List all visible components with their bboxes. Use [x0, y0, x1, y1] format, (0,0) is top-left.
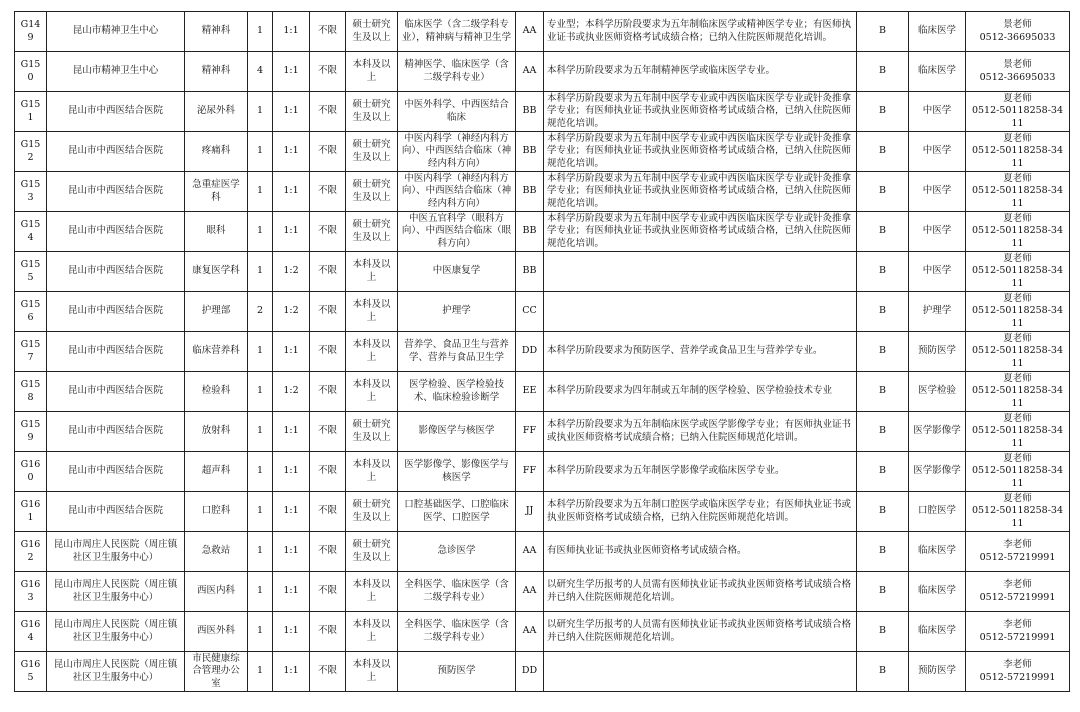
- category-code-cell: AA: [516, 572, 544, 612]
- table-row: [15, 612, 1070, 652]
- major-cell: 护理学: [398, 292, 516, 332]
- headcount-cell: 1: [248, 372, 273, 412]
- contact-phone: 0512-50118258-3411: [971, 345, 1064, 369]
- exam-ratio-cell: 1:2: [273, 252, 310, 292]
- department-cell: 临床营养科: [185, 332, 248, 372]
- table-row: [15, 52, 1070, 92]
- requirements-cell: 本科学历阶段要求为五年制口腔医学或临床医学专业；有医师执业证书或执业医师资格考试成绩合格，已纳入住院医师规范化培训。: [544, 492, 857, 532]
- age-limit-cell: 不限: [310, 572, 346, 612]
- contact-cell: [966, 52, 1070, 92]
- contact-cell: [966, 572, 1070, 612]
- employer-cell: 昆山市中西医结合医院: [47, 372, 185, 412]
- department-cell: 护理部: [185, 292, 248, 332]
- position-code-cell: G156: [15, 292, 47, 332]
- exam-ratio-cell: 1:2: [273, 372, 310, 412]
- exam-field-cell: 医学影像学: [909, 412, 966, 452]
- headcount-cell: 1: [248, 572, 273, 612]
- category-code-cell: BB: [516, 132, 544, 172]
- position-code-cell: G159: [15, 412, 47, 452]
- position-code-cell: G160: [15, 452, 47, 492]
- exam-ratio-cell: 1:1: [273, 612, 310, 652]
- contact-cell: [966, 372, 1070, 412]
- exam-field-cell: 中医学: [909, 252, 966, 292]
- education-cell: 硕士研究生及以上: [346, 412, 398, 452]
- employer-cell: 昆山市精神卫生中心: [47, 52, 185, 92]
- major-cell: 临床医学（含二级学科专业），精神病与精神卫生学: [398, 12, 516, 52]
- department-cell: 西医外科: [185, 612, 248, 652]
- requirements-cell: 专业型；本科学历阶段要求为五年制临床医学或精神医学专业；有医师执业证书或执业医师资格考试成绩合格；已纳入住院医师规范化培训。: [544, 12, 857, 52]
- position-code-cell: G157: [15, 332, 47, 372]
- table-row: [15, 452, 1070, 492]
- education-cell: 本科及以上: [346, 52, 398, 92]
- exam-ratio-cell: 1:1: [273, 12, 310, 52]
- education-cell: 硕士研究生及以上: [346, 172, 398, 212]
- position-code-cell: G165: [15, 652, 47, 692]
- contact-cell: [966, 132, 1070, 172]
- contact-name: 夏老师: [1003, 373, 1032, 385]
- major-cell: 中医外科学、中西医结合临床: [398, 92, 516, 132]
- age-limit-cell: 不限: [310, 412, 346, 452]
- contact-phone: 0512-50118258-3411: [971, 265, 1064, 289]
- table-row: [15, 652, 1070, 692]
- contact-cell: [966, 292, 1070, 332]
- contact-name: 景老师: [1003, 59, 1032, 71]
- headcount-cell: 1: [248, 452, 273, 492]
- age-limit-cell: 不限: [310, 492, 346, 532]
- contact-name: 夏老师: [1003, 133, 1032, 145]
- department-cell: 眼科: [185, 212, 248, 252]
- category-code-cell: BB: [516, 212, 544, 252]
- position-code-cell: G151: [15, 92, 47, 132]
- position-code-cell: G150: [15, 52, 47, 92]
- education-cell: 硕士研究生及以上: [346, 492, 398, 532]
- age-limit-cell: 不限: [310, 252, 346, 292]
- headcount-cell: 1: [248, 332, 273, 372]
- exam-ratio-cell: 1:1: [273, 452, 310, 492]
- contact-name: 李老师: [1003, 579, 1032, 591]
- table-row: [15, 492, 1070, 532]
- level-cell: B: [857, 572, 909, 612]
- exam-ratio-cell: 1:1: [273, 92, 310, 132]
- requirements-cell: [544, 292, 857, 332]
- position-code-cell: G155: [15, 252, 47, 292]
- exam-ratio-cell: 1:1: [273, 212, 310, 252]
- age-limit-cell: 不限: [310, 652, 346, 692]
- level-cell: B: [857, 92, 909, 132]
- contact-name: 李老师: [1003, 539, 1032, 551]
- level-cell: B: [857, 492, 909, 532]
- contact-name: 夏老师: [1003, 333, 1032, 345]
- requirements-cell: 以研究生学历报考的人员需有医师执业证书或执业医师资格考试成绩合格并已纳入住院医师规范化培训。: [544, 572, 857, 612]
- level-cell: B: [857, 372, 909, 412]
- education-cell: 本科及以上: [346, 652, 398, 692]
- table-row: [15, 332, 1070, 372]
- headcount-cell: 1: [248, 12, 273, 52]
- department-cell: 西医内科: [185, 572, 248, 612]
- headcount-cell: 1: [248, 252, 273, 292]
- contact-phone: 0512-36695033: [979, 31, 1056, 43]
- requirements-cell: 本科学历阶段要求为预防医学、营养学或食品卫生与营养学专业。: [544, 332, 857, 372]
- contact-name: 夏老师: [1003, 253, 1032, 265]
- position-code-cell: G152: [15, 132, 47, 172]
- employer-cell: 昆山市中西医结合医院: [47, 212, 185, 252]
- position-code-cell: G164: [15, 612, 47, 652]
- headcount-cell: 4: [248, 52, 273, 92]
- headcount-cell: 1: [248, 612, 273, 652]
- table-row: [15, 92, 1070, 132]
- requirements-cell: 本科学历阶段要求为五年制中医学专业或中西医临床医学专业或针灸推拿学专业；有医师执业证书或执业医师资格考试成绩合格，已纳入住院医师规范化培训。: [544, 92, 857, 132]
- category-code-cell: FF: [516, 452, 544, 492]
- exam-field-cell: 医学影像学: [909, 452, 966, 492]
- category-code-cell: AA: [516, 52, 544, 92]
- exam-ratio-cell: 1:1: [273, 652, 310, 692]
- position-code-cell: G149: [15, 12, 47, 52]
- contact-cell: [966, 172, 1070, 212]
- position-code-cell: G163: [15, 572, 47, 612]
- department-cell: 急救站: [185, 532, 248, 572]
- level-cell: B: [857, 612, 909, 652]
- department-cell: 精神科: [185, 12, 248, 52]
- contact-cell: [966, 252, 1070, 292]
- position-code-cell: G162: [15, 532, 47, 572]
- category-code-cell: AA: [516, 612, 544, 652]
- employer-cell: 昆山市中西医结合医院: [47, 412, 185, 452]
- exam-field-cell: 中医学: [909, 92, 966, 132]
- department-cell: 康复医学科: [185, 252, 248, 292]
- level-cell: B: [857, 332, 909, 372]
- contact-cell: [966, 612, 1070, 652]
- level-cell: B: [857, 252, 909, 292]
- major-cell: 医学检验、医学检验技术、临床检验诊断学: [398, 372, 516, 412]
- major-cell: 预防医学: [398, 652, 516, 692]
- requirements-cell: 本科学历阶段要求为五年制医学影像学或临床医学专业。: [544, 452, 857, 492]
- age-limit-cell: 不限: [310, 52, 346, 92]
- table-row: [15, 132, 1070, 172]
- requirements-cell: [544, 652, 857, 692]
- category-code-cell: JJ: [516, 492, 544, 532]
- exam-field-cell: 临床医学: [909, 52, 966, 92]
- contact-phone: 0512-57219991: [979, 671, 1056, 683]
- education-cell: 硕士研究生及以上: [346, 212, 398, 252]
- exam-ratio-cell: 1:1: [273, 532, 310, 572]
- employer-cell: 昆山市周庄人民医院（周庄镇社区卫生服务中心）: [47, 572, 185, 612]
- contact-name: 夏老师: [1003, 293, 1032, 305]
- exam-field-cell: 临床医学: [909, 612, 966, 652]
- age-limit-cell: 不限: [310, 172, 346, 212]
- contact-phone: 0512-57219991: [979, 631, 1056, 643]
- category-code-cell: EE: [516, 372, 544, 412]
- table-row: [15, 252, 1070, 292]
- age-limit-cell: 不限: [310, 92, 346, 132]
- table-row: [15, 292, 1070, 332]
- department-cell: 急重症医学科: [185, 172, 248, 212]
- exam-ratio-cell: 1:1: [273, 132, 310, 172]
- table-row: [15, 212, 1070, 252]
- contact-name: 夏老师: [1003, 413, 1032, 425]
- contact-name: 李老师: [1003, 619, 1032, 631]
- requirements-cell: 以研究生学历报考的人员需有医师执业证书或执业医师资格考试成绩合格并已纳入住院医师规范化培训。: [544, 612, 857, 652]
- level-cell: B: [857, 132, 909, 172]
- exam-ratio-cell: 1:1: [273, 572, 310, 612]
- employer-cell: 昆山市中西医结合医院: [47, 332, 185, 372]
- contact-name: 夏老师: [1003, 453, 1032, 465]
- major-cell: 口腔基础医学、口腔临床医学、口腔医学: [398, 492, 516, 532]
- employer-cell: 昆山市周庄人民医院（周庄镇社区卫生服务中心）: [47, 612, 185, 652]
- major-cell: 精神医学、临床医学（含二级学科专业）: [398, 52, 516, 92]
- contact-name: 夏老师: [1003, 173, 1032, 185]
- level-cell: B: [857, 412, 909, 452]
- contact-cell: [966, 92, 1070, 132]
- employer-cell: 昆山市中西医结合医院: [47, 492, 185, 532]
- employer-cell: 昆山市中西医结合医院: [47, 292, 185, 332]
- contact-name: 景老师: [1003, 19, 1032, 31]
- contact-phone: 0512-50118258-3411: [971, 465, 1064, 489]
- exam-field-cell: 预防医学: [909, 652, 966, 692]
- headcount-cell: 1: [248, 652, 273, 692]
- department-cell: 市民健康综合管理办公室: [185, 652, 248, 692]
- headcount-cell: 1: [248, 532, 273, 572]
- contact-cell: [966, 652, 1070, 692]
- exam-field-cell: 中医学: [909, 172, 966, 212]
- employer-cell: 昆山市中西医结合医院: [47, 172, 185, 212]
- table-row: [15, 412, 1070, 452]
- level-cell: B: [857, 52, 909, 92]
- education-cell: 硕士研究生及以上: [346, 132, 398, 172]
- education-cell: 本科及以上: [346, 332, 398, 372]
- table-row: [15, 372, 1070, 412]
- contact-phone: 0512-50118258-3411: [971, 305, 1064, 329]
- contact-phone: 0512-50118258-3411: [971, 505, 1064, 529]
- employer-cell: 昆山市周庄人民医院（周庄镇社区卫生服务中心）: [47, 532, 185, 572]
- requirements-cell: 本科学历阶段要求为五年制中医学专业或中西医临床医学专业或针灸推拿学专业；有医师执业证书或执业医师资格考试成绩合格，已纳入住院医师规范化培训。: [544, 212, 857, 252]
- education-cell: 硕士研究生及以上: [346, 12, 398, 52]
- contact-phone: 0512-50118258-3411: [971, 145, 1064, 169]
- age-limit-cell: 不限: [310, 12, 346, 52]
- major-cell: 影像医学与核医学: [398, 412, 516, 452]
- education-cell: 本科及以上: [346, 572, 398, 612]
- contact-phone: 0512-57219991: [979, 551, 1056, 563]
- department-cell: 泌尿外科: [185, 92, 248, 132]
- position-code-cell: G154: [15, 212, 47, 252]
- requirements-cell: 本科学历阶段要求为五年制中医学专业或中西医临床医学专业或针灸推拿学专业；有医师执业证书或执业医师资格考试成绩合格，已纳入住院医师规范化培训。: [544, 132, 857, 172]
- age-limit-cell: 不限: [310, 132, 346, 172]
- exam-field-cell: 预防医学: [909, 332, 966, 372]
- major-cell: 全科医学、临床医学（含二级学科专业）: [398, 612, 516, 652]
- age-limit-cell: 不限: [310, 292, 346, 332]
- employer-cell: 昆山市中西医结合医院: [47, 92, 185, 132]
- contact-phone: 0512-50118258-3411: [971, 385, 1064, 409]
- department-cell: 检验科: [185, 372, 248, 412]
- employer-cell: 昆山市精神卫生中心: [47, 12, 185, 52]
- headcount-cell: 2: [248, 292, 273, 332]
- major-cell: 营养学、食品卫生与营养学、营养与食品卫生学: [398, 332, 516, 372]
- education-cell: 硕士研究生及以上: [346, 92, 398, 132]
- education-cell: 本科及以上: [346, 612, 398, 652]
- major-cell: 中医康复学: [398, 252, 516, 292]
- category-code-cell: BB: [516, 252, 544, 292]
- contact-cell: [966, 212, 1070, 252]
- department-cell: 疼痛科: [185, 132, 248, 172]
- employer-cell: 昆山市周庄人民医院（周庄镇社区卫生服务中心）: [47, 652, 185, 692]
- major-cell: 中医五官科学（眼科方向）、中西医结合临床（眼科方向）: [398, 212, 516, 252]
- contact-cell: [966, 332, 1070, 372]
- contact-cell: [966, 412, 1070, 452]
- headcount-cell: 1: [248, 172, 273, 212]
- headcount-cell: 1: [248, 412, 273, 452]
- contact-cell: [966, 532, 1070, 572]
- level-cell: B: [857, 652, 909, 692]
- exam-field-cell: 中医学: [909, 212, 966, 252]
- level-cell: B: [857, 452, 909, 492]
- education-cell: 本科及以上: [346, 292, 398, 332]
- category-code-cell: DD: [516, 332, 544, 372]
- category-code-cell: CC: [516, 292, 544, 332]
- requirements-cell: 本科学历阶段要求为五年制精神医学或临床医学专业。: [544, 52, 857, 92]
- headcount-cell: 1: [248, 92, 273, 132]
- contact-phone: 0512-50118258-3411: [971, 105, 1064, 129]
- position-code-cell: G161: [15, 492, 47, 532]
- level-cell: B: [857, 292, 909, 332]
- recruitment-table-container: [14, 11, 1070, 692]
- exam-ratio-cell: 1:1: [273, 332, 310, 372]
- level-cell: B: [857, 172, 909, 212]
- table-row: [15, 172, 1070, 212]
- exam-ratio-cell: 1:2: [273, 292, 310, 332]
- age-limit-cell: 不限: [310, 452, 346, 492]
- contact-name: 夏老师: [1003, 493, 1032, 505]
- category-code-cell: DD: [516, 652, 544, 692]
- position-code-cell: G153: [15, 172, 47, 212]
- level-cell: B: [857, 532, 909, 572]
- contact-name: 夏老师: [1003, 213, 1032, 225]
- exam-field-cell: 中医学: [909, 132, 966, 172]
- employer-cell: 昆山市中西医结合医院: [47, 132, 185, 172]
- headcount-cell: 1: [248, 492, 273, 532]
- requirements-cell: 本科学历阶段要求为五年制临床医学或医学影像学专业；有医师执业证书或执业医师资格考试成绩合格；已纳入住院医师规范化培训。: [544, 412, 857, 452]
- major-cell: 急诊医学: [398, 532, 516, 572]
- age-limit-cell: 不限: [310, 212, 346, 252]
- department-cell: 放射科: [185, 412, 248, 452]
- contact-name: 李老师: [1003, 659, 1032, 671]
- requirements-cell: [544, 252, 857, 292]
- contact-cell: [966, 452, 1070, 492]
- employer-cell: 昆山市中西医结合医院: [47, 452, 185, 492]
- department-cell: 口腔科: [185, 492, 248, 532]
- table-row: [15, 572, 1070, 612]
- table-row: [15, 12, 1070, 52]
- contact-phone: 0512-36695033: [979, 71, 1056, 83]
- level-cell: B: [857, 212, 909, 252]
- employer-cell: 昆山市中西医结合医院: [47, 252, 185, 292]
- category-code-cell: FF: [516, 412, 544, 452]
- requirements-cell: 本科学历阶段要求为五年制中医学专业或中西医临床医学专业或针灸推拿学专业；有医师执业证书或执业医师资格考试成绩合格，已纳入住院医师规范化培训。: [544, 172, 857, 212]
- exam-field-cell: 临床医学: [909, 532, 966, 572]
- major-cell: 中医内科学（神经内科方向）、中西医结合临床（神经内科方向）: [398, 132, 516, 172]
- exam-field-cell: 口腔医学: [909, 492, 966, 532]
- exam-ratio-cell: 1:1: [273, 412, 310, 452]
- contact-cell: [966, 492, 1070, 532]
- category-code-cell: AA: [516, 532, 544, 572]
- major-cell: 中医内科学（神经内科方向）、中西医结合临床（神经内科方向）: [398, 172, 516, 212]
- table-body: [15, 12, 1070, 692]
- major-cell: 全科医学、临床医学（含二级学科专业）: [398, 572, 516, 612]
- headcount-cell: 1: [248, 212, 273, 252]
- education-cell: 本科及以上: [346, 252, 398, 292]
- education-cell: 本科及以上: [346, 452, 398, 492]
- level-cell: B: [857, 12, 909, 52]
- major-cell: 医学影像学、影像医学与核医学: [398, 452, 516, 492]
- exam-ratio-cell: 1:1: [273, 492, 310, 532]
- category-code-cell: AA: [516, 12, 544, 52]
- contact-name: 夏老师: [1003, 93, 1032, 105]
- category-code-cell: BB: [516, 172, 544, 212]
- recruitment-table: [14, 11, 1070, 692]
- table-row: [15, 532, 1070, 572]
- age-limit-cell: 不限: [310, 332, 346, 372]
- age-limit-cell: 不限: [310, 612, 346, 652]
- exam-field-cell: 临床医学: [909, 12, 966, 52]
- exam-field-cell: 临床医学: [909, 572, 966, 612]
- requirements-cell: 有医师执业证书或执业医师资格考试成绩合格。: [544, 532, 857, 572]
- department-cell: 精神科: [185, 52, 248, 92]
- exam-field-cell: 医学检验: [909, 372, 966, 412]
- education-cell: 本科及以上: [346, 372, 398, 412]
- contact-phone: 0512-50118258-3411: [971, 185, 1064, 209]
- requirements-cell: 本科学历阶段要求为四年制或五年制的医学检验、医学检验技术专业: [544, 372, 857, 412]
- contact-cell: [966, 12, 1070, 52]
- exam-ratio-cell: 1:1: [273, 172, 310, 212]
- exam-field-cell: 护理学: [909, 292, 966, 332]
- education-cell: 硕士研究生及以上: [346, 532, 398, 572]
- category-code-cell: BB: [516, 92, 544, 132]
- contact-phone: 0512-50118258-3411: [971, 225, 1064, 249]
- age-limit-cell: 不限: [310, 372, 346, 412]
- headcount-cell: 1: [248, 132, 273, 172]
- contact-phone: 0512-57219991: [979, 591, 1056, 603]
- age-limit-cell: 不限: [310, 532, 346, 572]
- position-code-cell: G158: [15, 372, 47, 412]
- exam-ratio-cell: 1:1: [273, 52, 310, 92]
- contact-phone: 0512-50118258-3411: [971, 425, 1064, 449]
- department-cell: 超声科: [185, 452, 248, 492]
